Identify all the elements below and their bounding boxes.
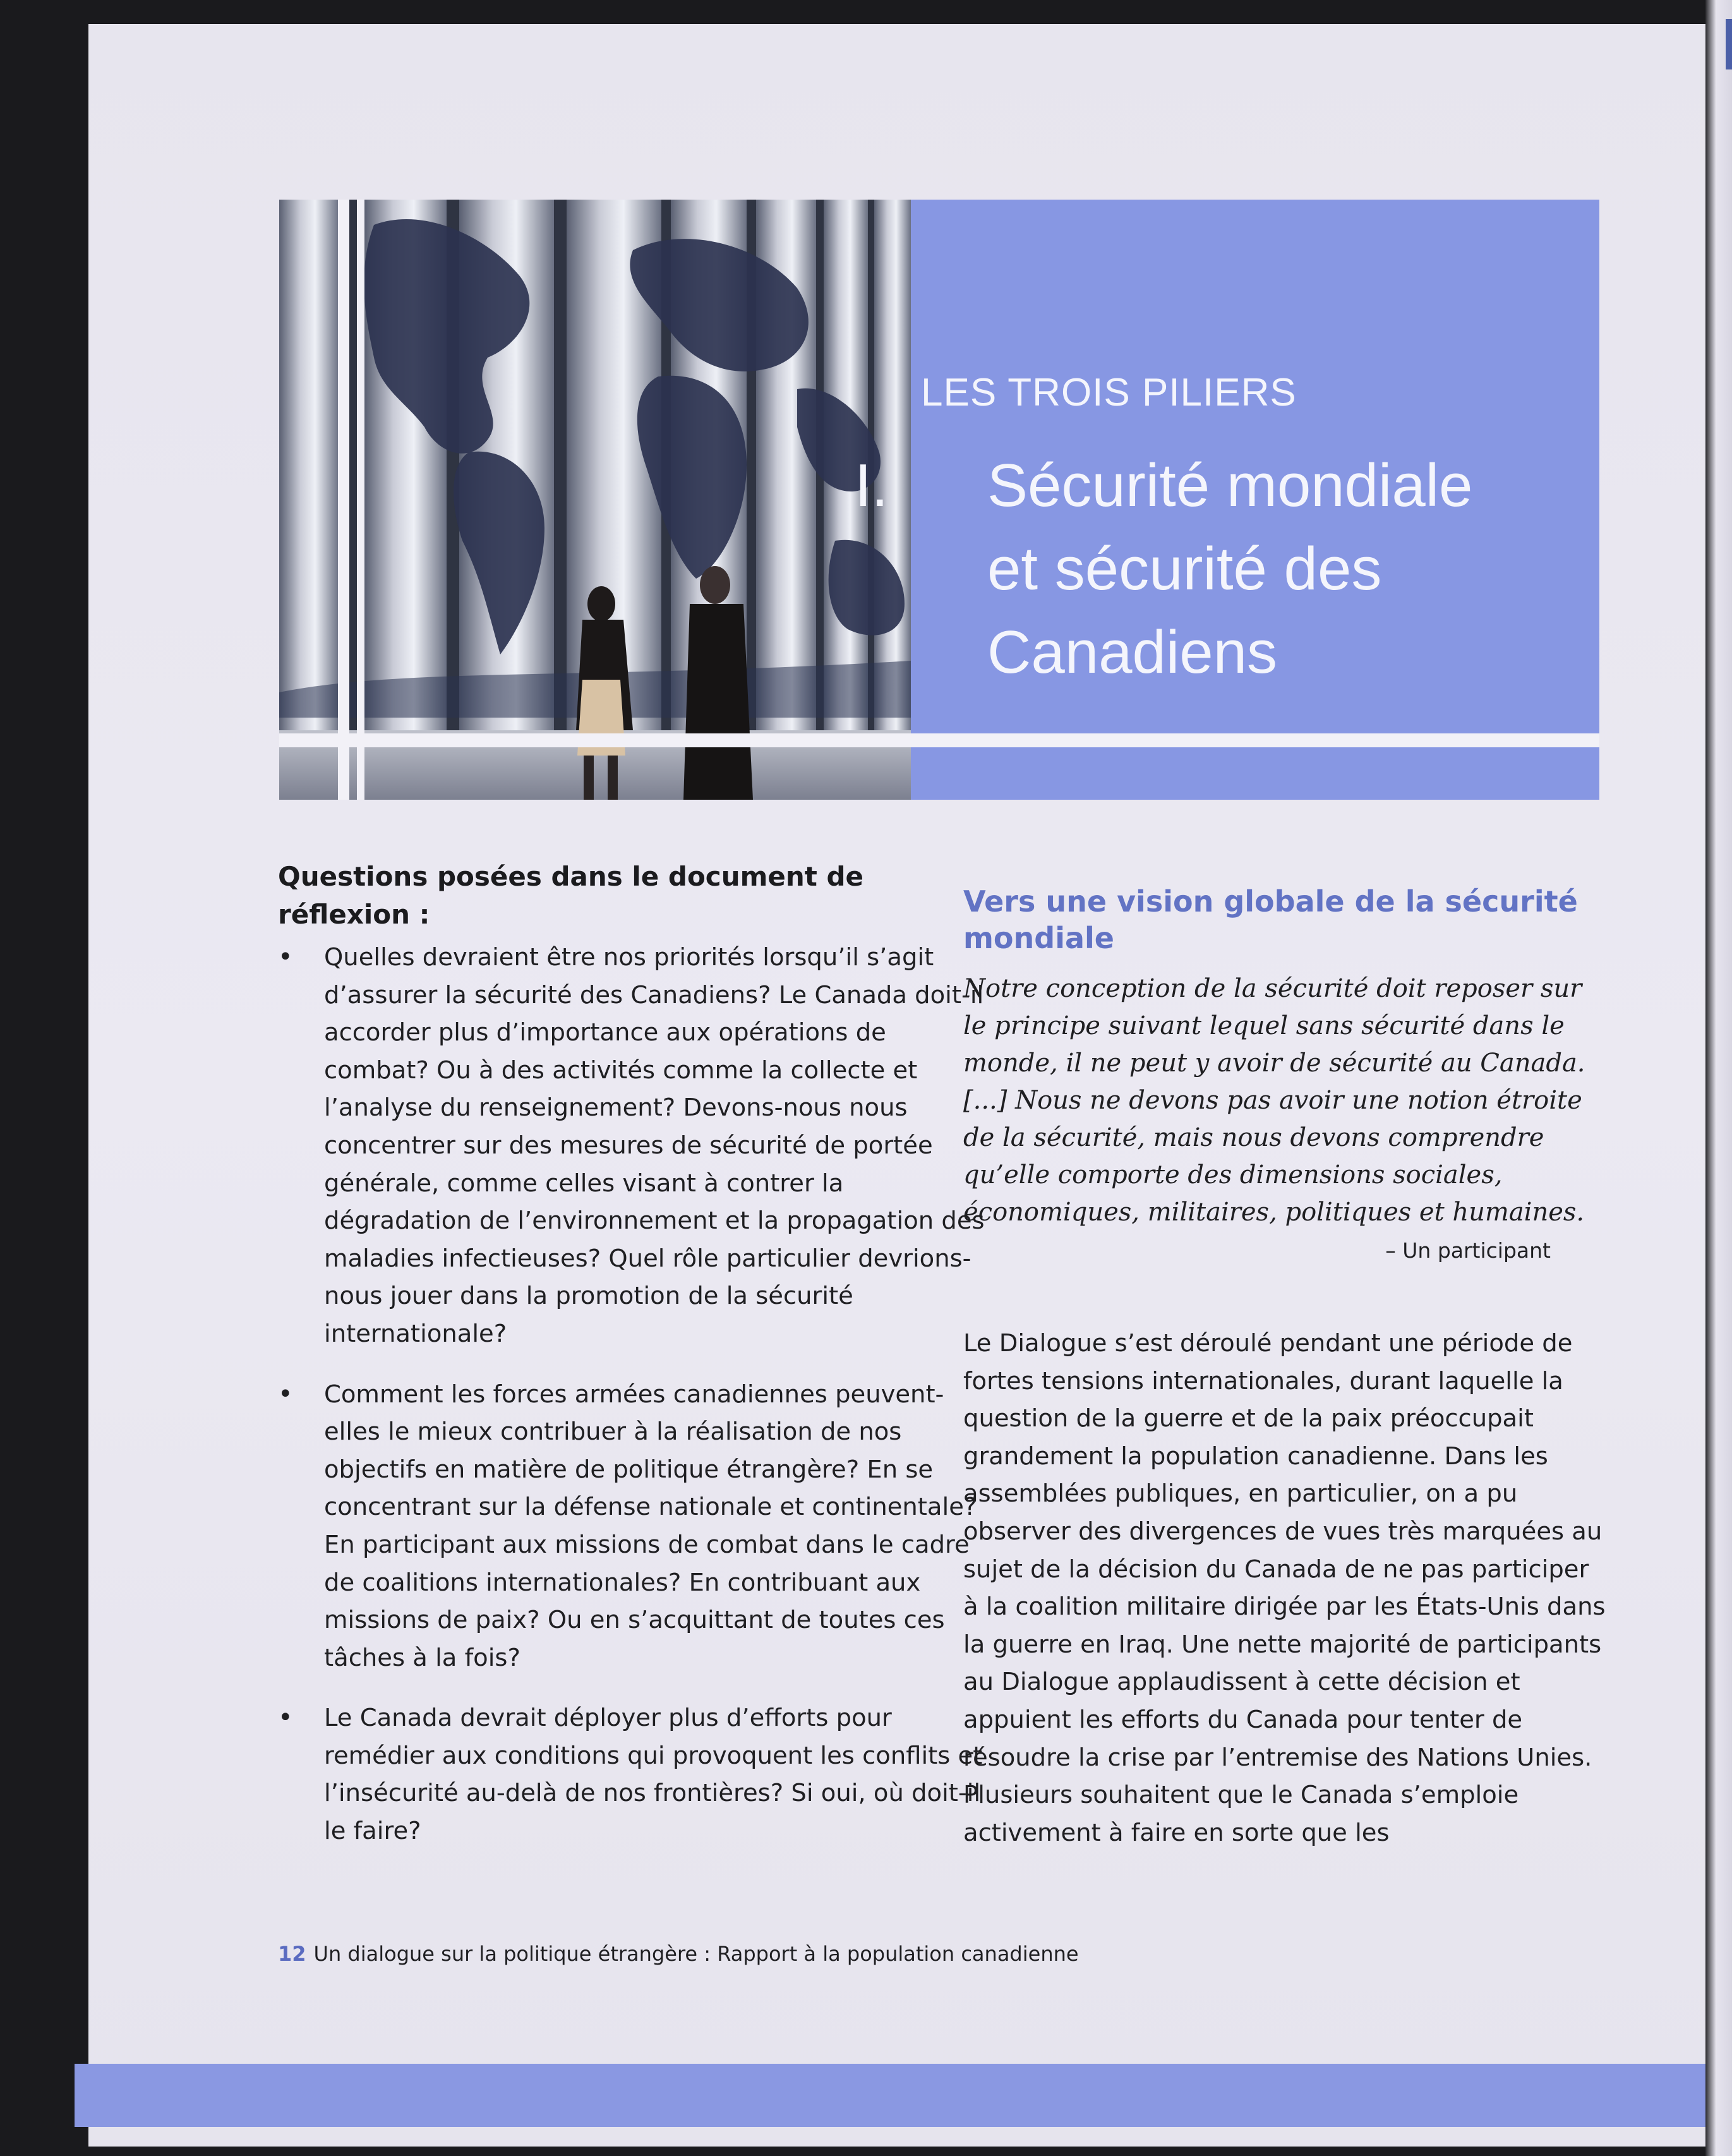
photo-divider bbox=[338, 200, 349, 800]
quote-attribution: – Un participant bbox=[1385, 1238, 1551, 1263]
header-divider bbox=[279, 733, 1599, 747]
bullet-icon: • bbox=[278, 1703, 293, 1733]
questions-list bbox=[278, 939, 992, 1850]
chapter-number: I. bbox=[855, 452, 889, 519]
questions-heading: Questions posées dans le document de réflexion : bbox=[278, 861, 863, 930]
document-page bbox=[88, 24, 1705, 2147]
list-item bbox=[278, 1376, 992, 1677]
page-number: 12 bbox=[278, 1942, 306, 1966]
question-text: Quelles devraient être nos priorités lorsqu’il s’agit d’assurer la sécurité des Canadiens? Le Canada doit-il accorder plus d’importance aux opérations de combat? Ou à des activités comme la collecte et l’analyse du renseignement? Devons-nous nous concentrer sur des mesures de sécurité de portée générale, comme celles visant à contrer la dégradation de l’environnement et la propagation des maladies infectieuses? Quel rôle particulier devrions-nous jouer dans la promotion de la sécurité internationale? bbox=[324, 943, 985, 1348]
title-strip bbox=[911, 747, 1599, 800]
bullet-icon: • bbox=[278, 1379, 293, 1409]
participant-quote: Notre conception de la sécurité doit reposer sur le principe suivant lequel sans sécurité dans le monde, il ne peut y avoir de sécurité au Canada. [...] Nous ne devons pas avoir une notion étroite de la sécurité, mais nous devons comprendre qu’elle comporte des dimensions sociales, économiques, militaires, politiques et humaines. bbox=[963, 974, 1585, 1227]
chapter-title-line-3: Canadiens bbox=[987, 618, 1277, 686]
left-column bbox=[278, 858, 992, 1873]
chapter-title bbox=[855, 444, 1591, 694]
bottom-band bbox=[75, 2064, 1705, 2127]
list-item bbox=[278, 939, 992, 1353]
question-text: Le Canada devrait déployer plus d’efforts pour remédier aux conditions qui provoquent les conflits et l’insécurité au-delà de nos frontières? Si oui, où doit-il le faire? bbox=[324, 1704, 983, 1846]
bullet-icon: • bbox=[278, 942, 293, 972]
right-column bbox=[963, 883, 1608, 1852]
scan-edge bbox=[1705, 0, 1732, 2156]
page-footer bbox=[278, 1942, 1079, 1966]
question-text: Comment les forces armées canadiennes peuvent-elles le mieux contribuer à la réalisation de nos objectifs en matière de politique étrangère? En se concentrant sur la défense nationale et continentale? En participant aux missions de combat dans le cadre de coalitions internationales? En contribuant aux missions de paix? Ou en s’acquittant de toutes ces tâches à la fois? bbox=[324, 1380, 977, 1672]
chapter-title-line-2: et sécurité des bbox=[987, 535, 1382, 603]
body-paragraph: Le Dialogue s’est déroulé pendant une période de fortes tensions internationales, durant laquelle la question de la guerre et de la paix préoccupait grandement la population canadienne. Dans les assemblées publiques, en particulier, on a pu observer des divergences de vues très marquées au sujet de la décision du Canada de ne pas participer à la coalition militaire dirigée par les États-Unis dans la guerre en Iraq. Une nette majorité de participants au Dialogue applaudissent à cette décision et appuient les efforts du Canada pour tenter de résoudre la crise par l’entremise des Nations Unies. Plusieurs souhaitent que le Canada s’emploie activement à faire en sorte que les bbox=[963, 1329, 1606, 1847]
columns-map-image bbox=[279, 200, 911, 800]
edge-tab bbox=[1726, 19, 1732, 69]
photo-divider bbox=[357, 200, 364, 800]
section-subheading: Vers une vision globale de la sécurité mondiale bbox=[963, 884, 1578, 955]
chapter-title-line-1: I. Sécurité mondiale bbox=[921, 444, 1591, 527]
publication-title: Un dialogue sur la politique étrangère : Rapport à la population canadienne bbox=[313, 1942, 1079, 1966]
header-photo bbox=[279, 200, 911, 800]
section-kicker: LES TROIS PILIERS bbox=[921, 371, 1297, 414]
list-item bbox=[278, 1699, 992, 1850]
